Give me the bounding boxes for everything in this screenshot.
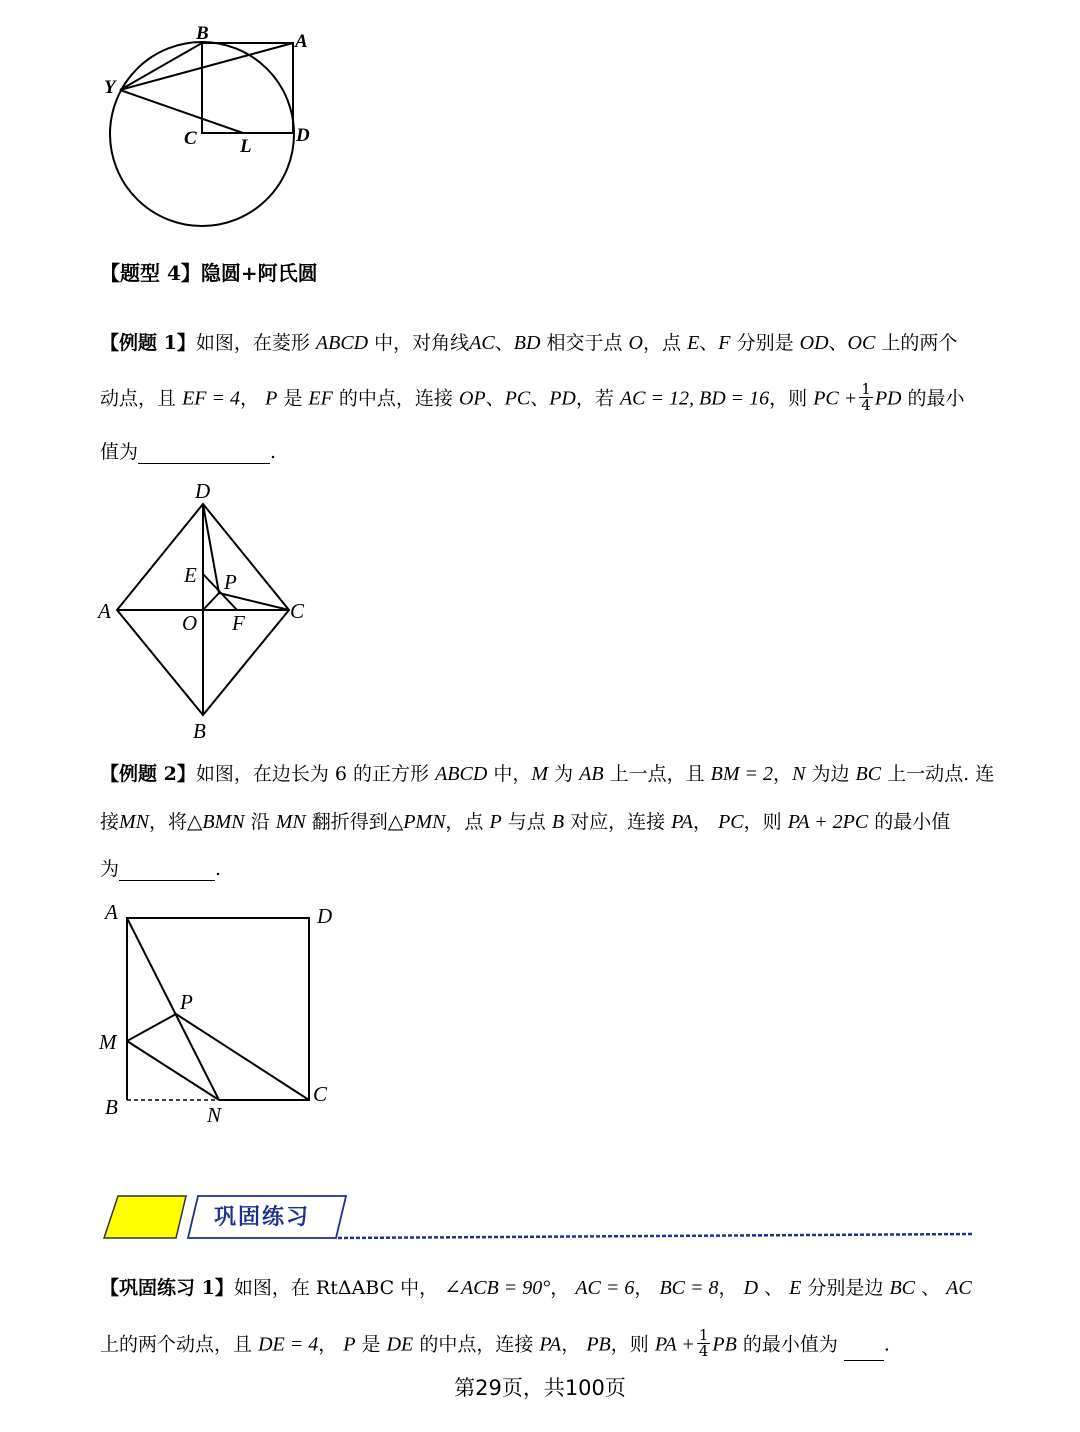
figure-square-fold — [95, 895, 345, 1135]
banner-dashed-rule — [338, 1234, 972, 1238]
example1-line3: 值为 . — [100, 441, 277, 463]
practice1-line1: 【巩固练习 1】如图，在 RtΔABC 中， ∠ACB = 90°， AC = 6， BC = 8， D 、 E 分别是边 BC 、 AC — [100, 1277, 972, 1299]
segment-PC — [176, 1014, 309, 1100]
figure1-segment-YA — [120, 43, 293, 90]
fig2-label-A: A — [98, 599, 111, 623]
example2-line1: 【例题 2】如图，在边长为 6 的正方形 ABCD 中，M 为 AB 上一点，且 BM = 2，N 为边 BC 上一动点. 连 — [100, 763, 995, 785]
example1-tag: 【例题 1】 — [100, 332, 196, 354]
fig3-label-N: N — [207, 1103, 222, 1127]
fig1-label-A: A — [295, 31, 308, 52]
fig3-label-C: C — [313, 1082, 328, 1106]
fig2-label-D: D — [195, 479, 211, 503]
fig1-label-B: B — [196, 23, 209, 44]
segment-AN — [127, 918, 219, 1100]
example2-tag: 【例题 2】 — [100, 763, 196, 785]
example1-line2: 动点，且 EF = 4， P 是 EF 的中点，连接 OP、PC、PD，若 AC = 12, BD = 16，则 PC + $\frac{1}{4}$ PD 的最小 — [100, 380, 965, 414]
fig2-label-P: P — [224, 570, 237, 594]
fig1-label-C: C — [184, 128, 197, 149]
fig3-label-B: B — [105, 1095, 118, 1119]
page-number-footer: 第29页，共100页 — [454, 1376, 626, 1400]
fig2-label-F: F — [232, 611, 245, 635]
segment-OP — [203, 593, 219, 610]
fig3-label-D: D — [317, 904, 333, 928]
fig1-label-Y: Y — [104, 77, 116, 98]
answer-blank[interactable] — [844, 1342, 884, 1361]
fig3-label-M: M — [99, 1030, 117, 1054]
fig2-label-E: E — [184, 563, 197, 587]
fig2-label-C: C — [290, 599, 305, 623]
fraction-one-quarter: $\frac{1}{4}$ — [861, 380, 871, 414]
banner-title: 巩固练习 — [214, 1205, 311, 1230]
fig1-label-L: L — [240, 136, 252, 157]
example2-line3: 为 . — [100, 858, 222, 880]
fig3-label-A: A — [105, 900, 118, 924]
figure1-segment-YL — [120, 90, 243, 133]
fig2-label-O: O — [182, 611, 198, 635]
segment-PD — [203, 504, 219, 593]
figure-rhombus — [95, 478, 320, 743]
practice1-tag: 【巩固练习 1】 — [100, 1277, 234, 1299]
segment-MP — [127, 1014, 176, 1041]
square-outline — [127, 918, 309, 1100]
answer-blank[interactable] — [119, 862, 215, 881]
answer-blank[interactable] — [138, 445, 270, 464]
figure-circle-square — [100, 20, 330, 235]
fig2-label-B: B — [193, 719, 206, 743]
fig1-label-D: D — [296, 125, 310, 146]
example2-line2: 接MN，将△BMN 沿 MN 翻折得到△PMN，点 P 与点 B 对应，连接 PA， PC，则 PA + 2PC 的最小值 — [100, 811, 951, 833]
fig3-label-P: P — [180, 990, 193, 1014]
fraction-one-quarter: $\frac{1}{4}$ — [698, 1326, 709, 1360]
figure1-square — [202, 43, 293, 133]
banner-yellow-block — [104, 1196, 186, 1238]
practice1-line2: 上的两个动点，且 DE = 4， P 是 DE 的中点，连接 PA， PB，则 PA + $\frac{1}{4}$ PB 的最小值为 . — [100, 1326, 890, 1360]
figure1-segment-YB — [120, 43, 202, 90]
section-heading: 【题型 4】隐圆+阿氏圆 — [100, 261, 318, 285]
example1-line1: 【例题 1】如图，在菱形 ABCD 中，对角线AC、BD 相交于点 O，点 E、F 分别是 OD、OC 上的两个 — [100, 332, 958, 354]
